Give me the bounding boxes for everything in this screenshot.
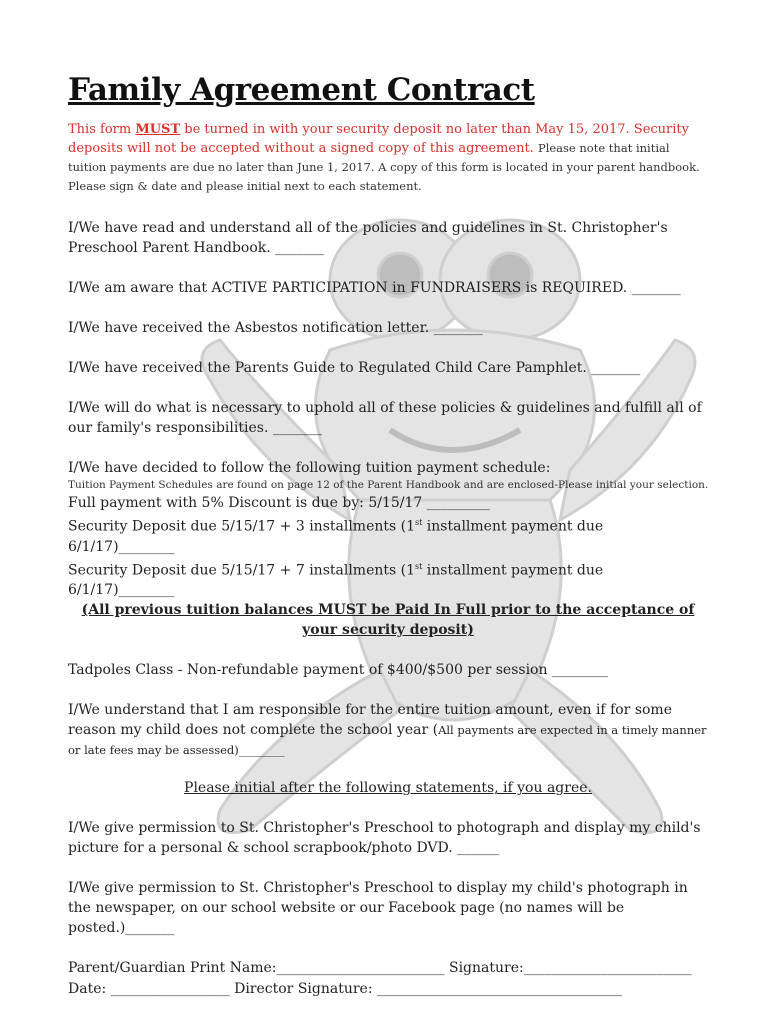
permission-photo-scrapbook: I/We give permission to St. Christopher's Preschool to photograph and display my child's picture for a personal & school scrapbook/photo DVD. ______: [68, 820, 701, 857]
permission-photo-media: I/We give permission to St. Christopher's Preschool to display my child's photograph in the newspaper, on our school website or our Facebook page (no names will be posted.)_______: [68, 880, 688, 937]
intro-red-text: This form MUST be turned in with your security deposit no later than May 15, 2017. Security deposits will not be accepted without a signed copy of this agreement.: [68, 122, 689, 156]
statement-asbestos: I/We have received the Asbestos notification letter. _______: [68, 320, 483, 336]
contract-content: [68, 72, 708, 1000]
statement-responsibilities: I/We will do what is necessary to uphold all of these policies & guidelines and fulfill all of our family's responsibilities. _______: [68, 400, 702, 436]
initial-heading: Please initial after the following statements, if you agree.: [184, 780, 592, 797]
signature-line-parent: Parent/Guardian Print Name:________________________ Signature:________________________: [68, 960, 692, 977]
statement-tuition-responsibility: I/We understand that I am responsible for the entire tuition amount, even if for some reason my child does not complete the school year (All payments are expected in a timely manner or late fees may be assessed)________: [68, 702, 707, 758]
statement-tadpoles: Tadpoles Class - Non-refundable payment of $400/$500 per session ________: [68, 662, 608, 679]
intro-paragraph: [68, 120, 708, 196]
schedule-heading: I/We have decided to follow the following tuition payment schedule:: [68, 460, 551, 476]
schedule-option-3-installments: Security Deposit due 5/15/17 + 3 installments (1st installment payment due 6/1/17)________: [68, 518, 604, 555]
statement-handbook: I/We have read and understand all of the policies and guidelines in St. Christopher's Preschool Parent Handbook. _______: [68, 220, 668, 256]
statement-child-care-pamphlet: I/We have received the Parents Guide to Regulated Child Care Pamphlet. _______: [68, 360, 641, 376]
page-title: Family Agreement Contract: [68, 72, 535, 108]
schedule-option-full: Full payment with 5% Discount is due by: 5/15/17 _________: [68, 495, 490, 511]
must-emphasis: MUST: [135, 122, 181, 137]
statement-fundraisers: I/We am aware that ACTIVE PARTICIPATION in FUNDRAISERS is REQUIRED. _______: [68, 280, 681, 296]
schedule-option-7-installments: Security Deposit due 5/15/17 + 7 installments (1st installment payment due 6/1/17)________: [68, 561, 604, 599]
balance-note: (All previous tuition balances MUST be Paid In Full prior to the acceptance of your security deposit): [81, 602, 695, 639]
signature-line-date-director: Date: _________________ Director Signature: ___________________________________: [68, 981, 622, 998]
schedule-note: Tuition Payment Schedules are found on page 12 of the Parent Handbook and are enclosed-Please initial your selection.: [68, 479, 709, 491]
intro-instructions: Please note that initial tuition payments are due no later than June 1, 2017. A copy of this form is located in your parent handbook. Please sign & date and please initial next to each statement.: [68, 141, 700, 193]
